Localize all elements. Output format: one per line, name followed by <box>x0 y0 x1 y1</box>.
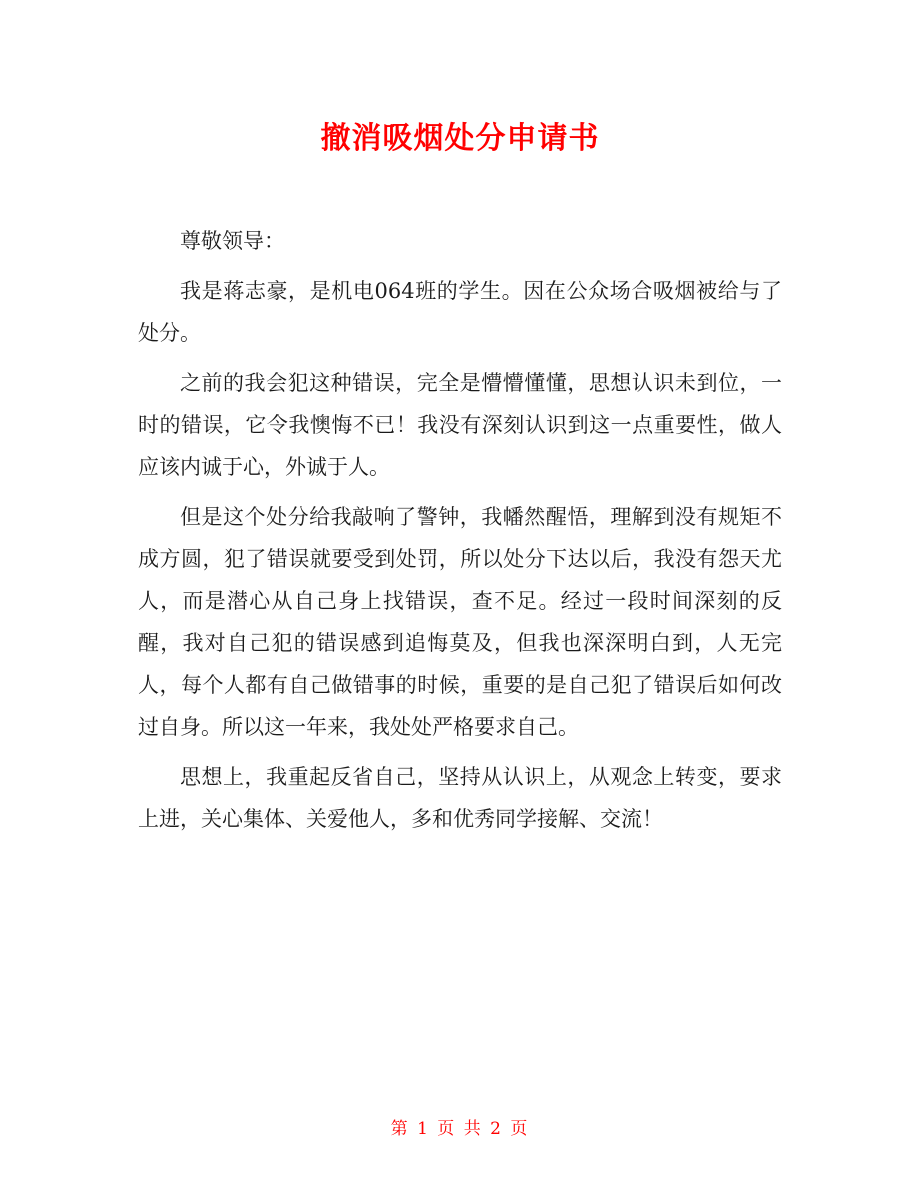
paragraph-4: 思想上，我重起反省自己，坚持从认识上，从观念上转变，要求上进，关心集体、关爱他人，多和优秀同学接解、交流！ <box>138 765 782 831</box>
page-footer: 第 1 页 共 2 页 <box>390 1119 530 1139</box>
paragraph-1: 我是蒋志豪，是机电064班的学生。因在公众场合吸烟被给与了处分。 <box>138 279 782 345</box>
paragraph-2: 之前的我会犯这种错误，完全是懵懵懂懂，思想认识未到位，一时的错误，它令我懊悔不已！我没有深刻认识到这一点重要性，做人应该内诚于心，外诚于人。 <box>138 371 782 479</box>
document-body <box>138 220 782 848</box>
salutation: 尊敬领导： <box>180 229 285 253</box>
paragraph-3: 但是这个处分给我敲响了警钟，我幡然醒悟，理解到没有规矩不成方圆，犯了错误就要受到处罚，所以处分下达以后，我没有怨天尤人，而是潜心从自己身上找错误，查不足。经过一段时间深刻的反醒，我对自己犯的错误感到追悔莫及，但我也深深明白到，人无完人，每个人都有自己做错事的时候，重要的是自己犯了错误后如何改过自身。所以这一年来，我处处严格要求自己。 <box>138 505 782 739</box>
document-title: 撤消吸烟处分申请书 <box>320 121 600 156</box>
